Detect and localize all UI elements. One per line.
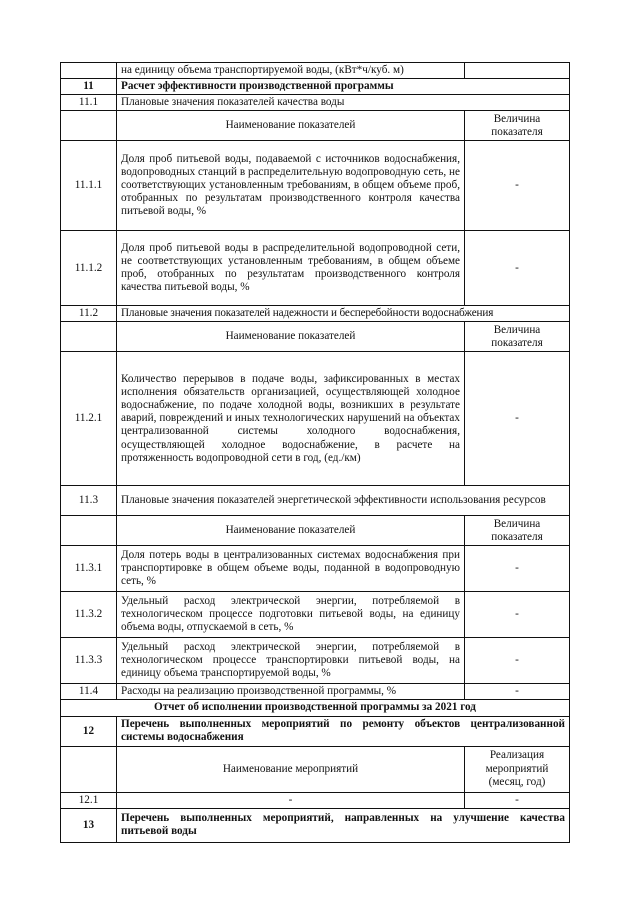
table-row xyxy=(61,592,570,638)
column-header-value: Величина показателя xyxy=(465,322,570,352)
row-value-cell xyxy=(465,63,570,79)
row-value: - xyxy=(465,792,570,808)
row-number: 12 xyxy=(61,716,117,746)
row-value: - xyxy=(465,141,570,231)
report-heading-row xyxy=(61,700,570,716)
section-11-row xyxy=(61,79,570,95)
table-row xyxy=(61,352,570,486)
row-number: 11.2 xyxy=(61,306,117,322)
column-header-row xyxy=(61,111,570,141)
row-number: 11.1 xyxy=(61,95,117,111)
subsection-title: Плановые значения показателей надежности и бесперебойности водоснабжения xyxy=(117,306,570,322)
table-row xyxy=(61,546,570,592)
report-heading: Отчет об исполнении производственной программы за 2021 год xyxy=(61,700,570,716)
column-header-value: Реализация мероприятий (месяц, год) xyxy=(465,746,570,792)
column-header-name: Наименование мероприятий xyxy=(117,746,465,792)
section-12-row xyxy=(61,716,570,746)
subsection-title: Плановые значения показателей качества воды xyxy=(117,95,570,111)
row-text: Доля проб питьевой воды в распределительной водопроводной сети, не соответствующих установленным требованиям, в общем объеме проб, отобранных по результатам производственного контроля качества питьевой воды, % xyxy=(117,231,465,306)
row-text: Расходы на реализацию производственной программы, % xyxy=(117,684,465,700)
table-row xyxy=(61,63,570,79)
row-number: 11.3 xyxy=(61,486,117,516)
row-number-cell xyxy=(61,322,117,352)
row-number: 11.3.3 xyxy=(61,638,117,684)
column-header-value: Величина показателя xyxy=(465,516,570,546)
row-number: 11.1.2 xyxy=(61,231,117,306)
table-row xyxy=(61,486,570,516)
program-table xyxy=(60,62,570,843)
row-number: 11.1.1 xyxy=(61,141,117,231)
row-text: Удельный расход электрической энергии, потребляемой в технологическом процессе подготовки питьевой воды, на единицу объема воды, отпускаемой в сеть, % xyxy=(117,592,465,638)
table-row xyxy=(61,231,570,306)
row-value: - xyxy=(465,592,570,638)
row-number-cell xyxy=(61,746,117,792)
row-text: Удельный расход электрической энергии, потребляемой в технологическом процессе транспортировки питьевой воды, на единицу объема транспортируемой воды, % xyxy=(117,638,465,684)
section-title: Расчет эффективности производственной программы xyxy=(117,79,570,95)
subsection-title: Плановые значения показателей энергетической эффективности использования ресурсов xyxy=(117,486,570,516)
row-number-cell xyxy=(61,63,117,79)
row-text: Количество перерывов в подаче воды, зафиксированных в местах исполнения обязательств организацией, осуществляющей холодное водоснабжение, по подаче холодной воды, возникших в результате аварий, повреждений и иных технологических нарушений на объектах централизованной системы холодного водоснабжения, осуществляющей холодное водоснабжение, в расчете на протяженность водопроводной сети в год, (ед./км) xyxy=(117,352,465,486)
row-text: - xyxy=(117,792,465,808)
section-13-row xyxy=(61,808,570,842)
row-value: - xyxy=(465,684,570,700)
row-value: - xyxy=(465,546,570,592)
row-text: Доля проб питьевой воды, подаваемой с источников водоснабжения, водопроводных станций в распределительную водопроводную сеть, не соответствующих установленным требованиям, в общем объеме проб, отобранных по результатам производственного контроля качества питьевой воды, % xyxy=(117,141,465,231)
row-number: 11.3.2 xyxy=(61,592,117,638)
row-number: 12.1 xyxy=(61,792,117,808)
column-header-row xyxy=(61,746,570,792)
section-title: Перечень выполненных мероприятий, направленных на улучшение качества питьевой воды xyxy=(117,808,570,842)
table-row xyxy=(61,306,570,322)
column-header-name: Наименование показателей xyxy=(117,322,465,352)
table-row xyxy=(61,638,570,684)
column-header-name: Наименование показателей xyxy=(117,111,465,141)
row-number: 11.2.1 xyxy=(61,352,117,486)
row-number: 13 xyxy=(61,808,117,842)
row-number-cell xyxy=(61,111,117,141)
column-header-row xyxy=(61,322,570,352)
row-value: - xyxy=(465,231,570,306)
column-header-row xyxy=(61,516,570,546)
table-row xyxy=(61,792,570,808)
row-value: - xyxy=(465,352,570,486)
row-number: 11.4 xyxy=(61,684,117,700)
row-number: 11 xyxy=(61,79,117,95)
section-title: Перечень выполненных мероприятий по ремонту объектов централизованной системы водоснабжения xyxy=(117,716,570,746)
table-row xyxy=(61,141,570,231)
row-text: Доля потерь воды в централизованных системах водоснабжения при транспортировке в общем объеме воды, поданной в водопроводную сеть, % xyxy=(117,546,465,592)
row-value: - xyxy=(465,638,570,684)
row-number: 11.3.1 xyxy=(61,546,117,592)
column-header-name: Наименование показателей xyxy=(117,516,465,546)
row-number-cell xyxy=(61,516,117,546)
table-row xyxy=(61,95,570,111)
column-header-value: Величина показателя xyxy=(465,111,570,141)
table-row xyxy=(61,684,570,700)
row-text: на единицу объема транспортируемой воды, (кВт*ч/куб. м) xyxy=(117,63,465,79)
